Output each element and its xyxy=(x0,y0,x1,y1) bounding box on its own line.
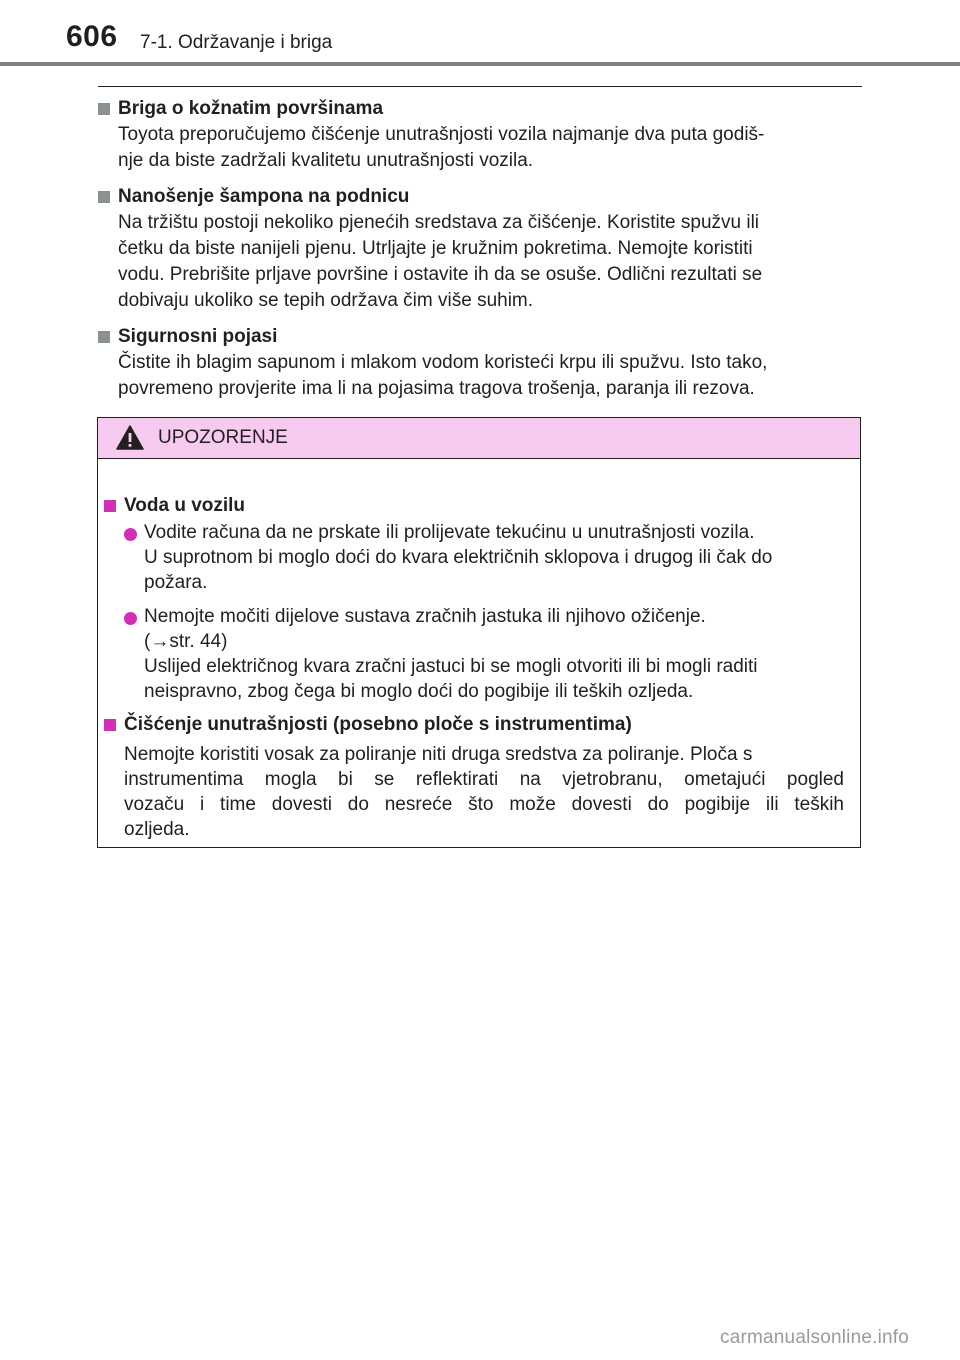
main-content xyxy=(98,96,862,402)
section-title: 7-1. Održavanje i briga xyxy=(140,32,333,53)
text-line: instrumentima mogla bi se reflektirati na vjetrobranu, ometajući pogled xyxy=(124,769,844,790)
warning-subheading: Čišćenje unutrašnjosti (posebno ploče s instrumentima) xyxy=(104,712,632,738)
text-line: Vodite računa da ne prskate ili prolijevate tekućinu u unutrašnjosti vozila. xyxy=(144,522,755,543)
warning-triangle-icon xyxy=(116,425,144,450)
page-reference-link[interactable]: (→str. 44) xyxy=(144,631,228,652)
warning-header xyxy=(98,418,860,459)
section-body xyxy=(118,350,862,402)
watermark: carmanualsonline.info xyxy=(720,1327,910,1348)
header-rule xyxy=(0,62,960,66)
text-line: povremeno provjerite ima li na pojasima tragova trošenja, paranja ili rezova. xyxy=(118,378,755,399)
square-bullet-icon xyxy=(98,103,110,115)
text-line: Na tržištu postoji nekoliko pjenećih sredstava za čišćenje. Koristite spužvu ili xyxy=(118,212,760,233)
warning-title: UPOZORENJE xyxy=(158,427,288,448)
text-line: Čistite ih blagim sapunom i mlakom vodom koristeći krpu ili spužvu. Isto tako, xyxy=(118,352,768,373)
text-line: neispravno, zbog čega bi moglo doći do pogibije ili teških ozljeda. xyxy=(144,681,694,702)
warning-paragraph xyxy=(124,742,844,842)
text-line: nje da biste zadržali kvalitetu unutrašnjosti vozila. xyxy=(118,150,534,171)
dot-bullet-icon xyxy=(124,528,137,541)
warning-box xyxy=(97,417,861,848)
text-line: Nemojte močiti dijelove sustava zračnih jastuka ili njihovo ožičenje. xyxy=(144,606,706,627)
text-line: vodu. Prebrišite prljave površine i ostavite ih da se osuše. Odlični rezultati se xyxy=(118,264,763,285)
warning-bullet xyxy=(124,520,854,595)
text-line: vozaču i time dovesti do nesreće što može dovesti do pogibije ili teških xyxy=(124,794,844,815)
text-line: požara. xyxy=(144,572,208,593)
section-floor-shampoo xyxy=(98,184,862,314)
section-body xyxy=(118,210,862,314)
section-heading: Nanošenje šampona na podnicu xyxy=(98,184,862,210)
section-leather-care xyxy=(98,96,862,174)
square-bullet-icon xyxy=(104,719,116,731)
text-line: ozljeda. xyxy=(124,819,190,840)
section-seat-belts xyxy=(98,324,862,402)
square-bullet-icon xyxy=(98,191,110,203)
section-body xyxy=(118,122,862,174)
text-line: dobivaju ukoliko se tepih održava čim više suhim. xyxy=(118,290,534,311)
text-line: U suprotnom bi moglo doći do kvara električnih sklopova i drugog ili čak do xyxy=(144,547,773,568)
text-line: Nemojte koristiti vosak za poliranje niti druga sredstva za poliranje. Ploča s xyxy=(124,744,753,765)
warning-subheading: Voda u vozilu xyxy=(104,493,245,519)
dot-bullet-icon xyxy=(124,612,137,625)
section-heading: Briga o kožnatim površinama xyxy=(98,96,862,122)
text-line: Toyota preporučujemo čišćenje unutrašnjosti vozila najmanje dva puta godiš- xyxy=(118,124,765,145)
page-header xyxy=(0,0,960,66)
divider xyxy=(98,86,862,87)
text-line: Uslijed električnog kvara zračni jastuci bi se mogli otvoriti ili bi mogli raditi xyxy=(144,656,758,677)
square-bullet-icon xyxy=(104,500,116,512)
text-line: četku da biste nanijeli pjenu. Utrljajte je kružnim pokretima. Nemojte koristiti xyxy=(118,238,753,259)
square-bullet-icon xyxy=(98,331,110,343)
page-number: 606 xyxy=(66,20,118,53)
warning-bullet xyxy=(124,604,854,704)
section-heading: Sigurnosni pojasi xyxy=(98,324,862,350)
